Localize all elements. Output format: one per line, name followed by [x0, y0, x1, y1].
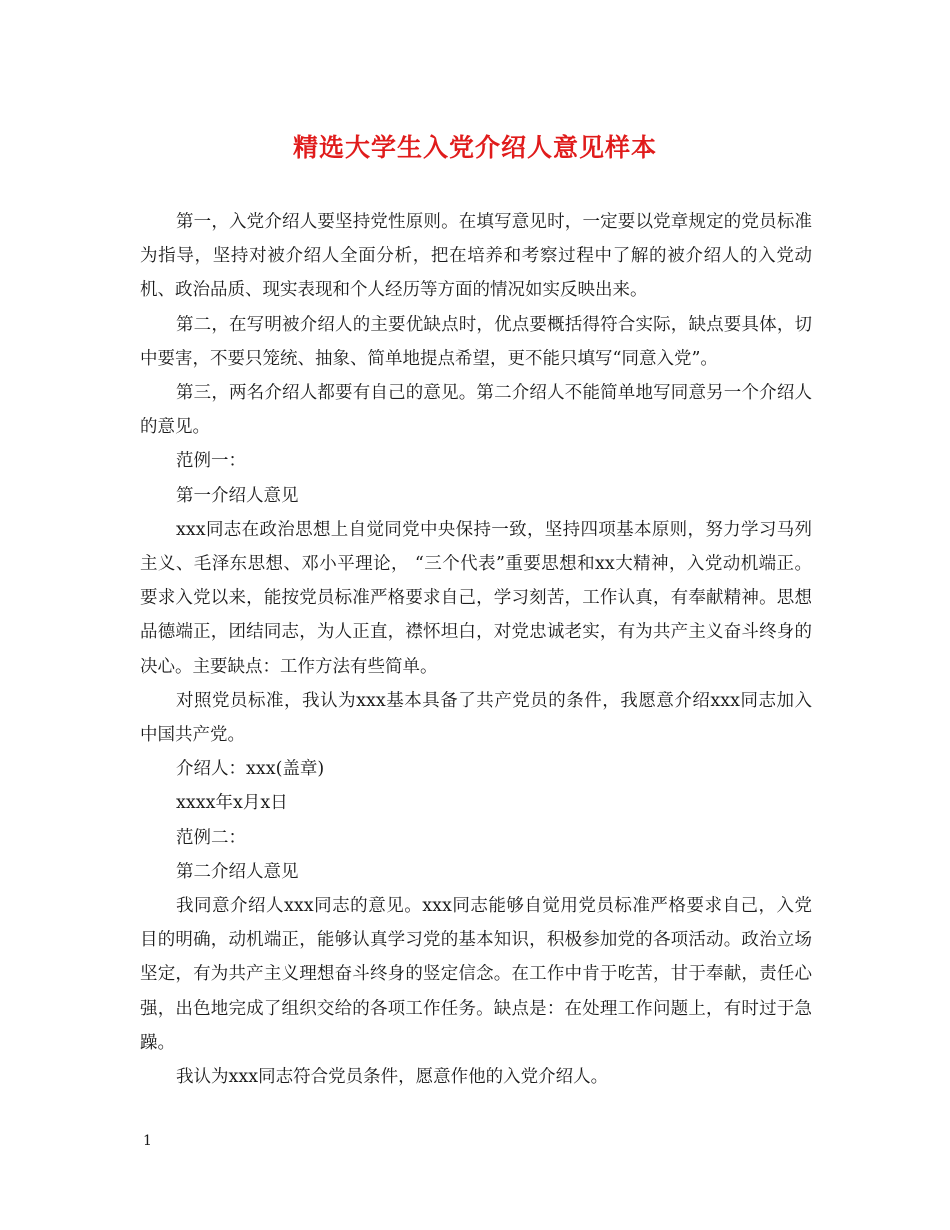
example-2-heading: 范例二： — [176, 827, 246, 848]
example-2-opinion: 我同意介绍人xxx同志的意见。xxx同志能够自觉用党员标准严格要求自己，入党目的明确，动机端正，能够认真学习党的基本知识，积极参加党的各项活动。政治立场坚定，有为共产主义理想奋斗终身的竖定信念。在工作中肯于吃苦，甘于奉献，责任心强，出色地完成了组织交给的各项工作任务。缺点是：在处理工作问题上，有时过于急躁。 — [140, 896, 812, 1053]
example-1-heading: 范例一： — [176, 451, 246, 472]
paragraph-principle-1: 第一，入党介绍人要坚持党性原则。在填写意见时，一定要以党章规定的党员标准为指导，坚持对被介绍人全面分析，把在培养和考察过程中了解的被介绍人的入党动机、政治品质、现实表现和个人经历等方面的情况如实反映出来。 — [140, 212, 812, 301]
example-2-conclusion: 我认为xxx同志符合党员条件，愿意作他的入党介绍人。 — [176, 1067, 609, 1088]
document-body — [140, 205, 812, 1094]
example-2-subheading: 第二介绍人意见 — [176, 861, 299, 882]
paragraph-principle-2: 第二，在写明被介绍人的主要优缺点时，优点要概括得符合实际，缺点要具体，切中要害，不要只笼统、抽象、简单地提点希望，更不能只填写“同意入党”。 — [140, 314, 812, 369]
page-number: 1 — [143, 1133, 152, 1149]
example-1-conclusion: 对照党员标准，我认为xxx基本具备了共产党员的条件，我愿意介绍xxx同志加入中国共产党。 — [140, 690, 812, 746]
example-1-date: xxxx年x月x日 — [176, 793, 288, 814]
example-1-opinion: xxx同志在政治思想上自觉同党中央保持一致，坚持四项基本原则，努力学习马列主义、毛泽东思想、邓小平理论， “三个代表”重要思想和xx大精神，入党动机端正。要求入党以来，能按党员标准严格要求自己，学习刻苦，工作认真，有奉献精神。思想品德端正，团结同志，为人正直，襟怀坦白，对党忠诚老实，有为共产主义奋斗终身的决心。主要缺点：工作方法有些简单。 — [140, 519, 812, 677]
paragraph-principle-3: 第三，两名介绍人都要有自己的意见。第二介绍人不能简单地写同意另一个介绍人的意见。 — [140, 383, 812, 438]
example-1-subheading: 第一介绍人意见 — [176, 485, 299, 506]
document-title: 精选大学生入党介绍人意见样本 — [292, 133, 657, 162]
example-1-signature: 介绍人：xxx(盖章) — [176, 759, 325, 780]
